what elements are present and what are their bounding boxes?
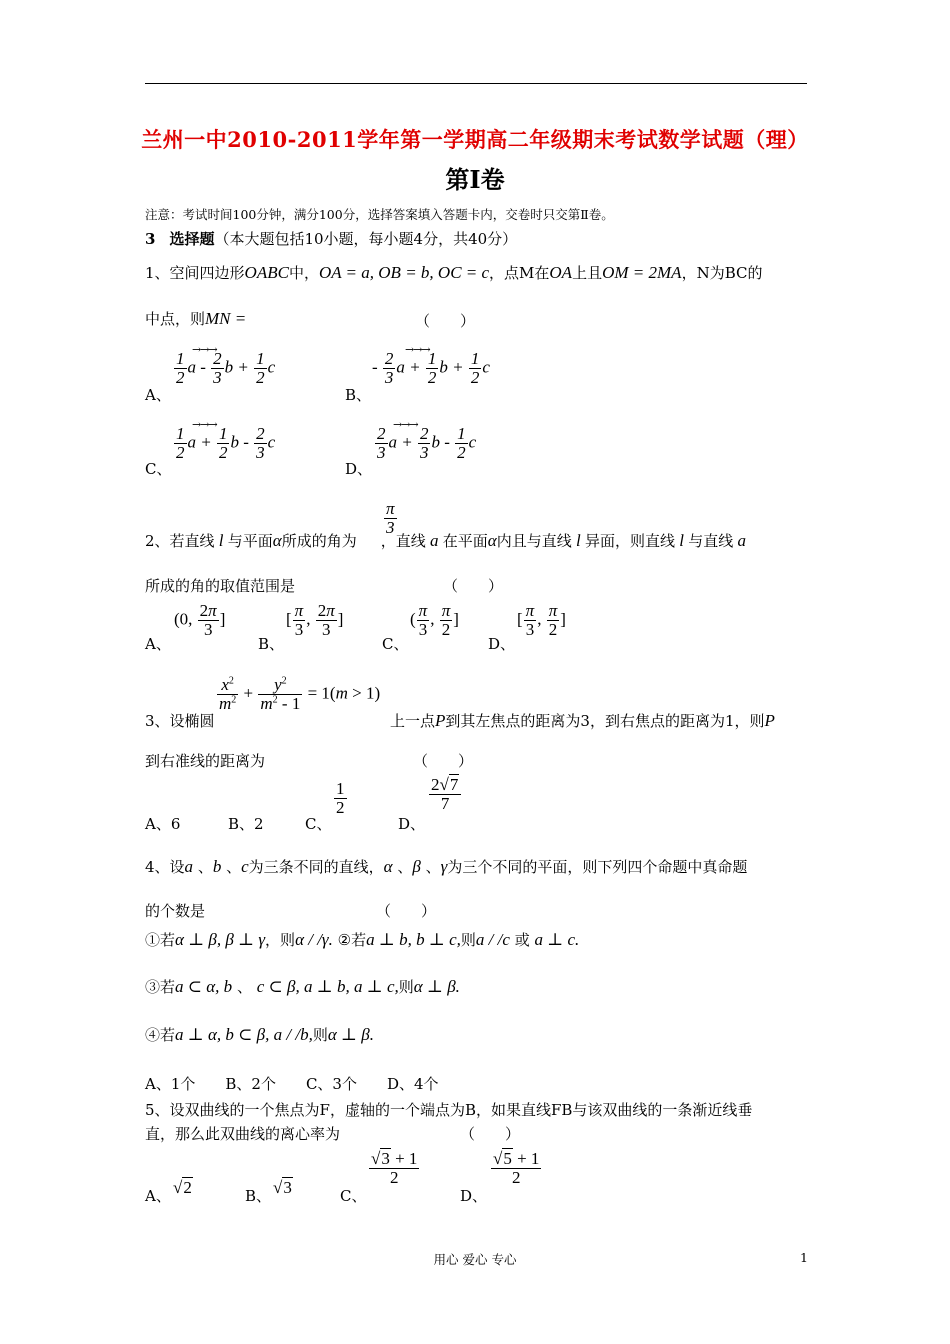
header-rule (145, 83, 807, 84)
exam-note: 注意：考试时间100分钟，满分100分，选择答案填入答题卡内，交卷时只交第Ⅱ卷。 (145, 207, 614, 222)
q2-line2: 所成的角的取值范围是 (145, 577, 296, 595)
q2-line1: 2、若直线 l 与平面α所成的角为 ，直线 a 在平面α内且与直线 l 异面，则直线 l 与直线 a (145, 531, 746, 550)
q3-answer-paren: （ ） (413, 752, 474, 770)
volume-title: 第Ⅰ卷 (445, 165, 505, 194)
q5-option-d: $\frac{√5 + 1}{2}$ (493, 1149, 540, 1187)
q3-option-a: A、6 (145, 815, 181, 833)
q5-option-b: √3 (273, 1178, 292, 1197)
q4-options: A、1个 B、2个 C、3个 D、4个 (145, 1075, 439, 1093)
q5-option-a-label: A、 (145, 1187, 171, 1205)
q4-line2: 的个数是 (145, 902, 206, 920)
q5-line1: 5、设双曲线的一个焦点为F，虚轴的一个端点为B，如果直线FB与该双曲线的一条渐近线垂 (145, 1101, 753, 1119)
q5-option-d-label: D、 (460, 1187, 488, 1205)
q1-option-c: $\frac{1}{2}$ a + $\frac{1}{2}$ b - $\frac{2}{3}$ c (176, 424, 276, 462)
q3-ellipse-equation: $\frac{x^2}{m^2}$ + $\frac{y^2}{m^2 - 1}$ = 1(m > 1) (219, 675, 381, 713)
exam-title: 兰州一中2010-2011学年第一学期高二年级期末考试数学试题（理） (141, 127, 809, 152)
q2-option-c-label: C、 (382, 635, 409, 653)
q4-answer-paren: （ ） (376, 902, 437, 920)
q4-proposition-4: ④若a ⊥ α, b ⊂ β, a / /b,则α ⊥ β. (145, 1025, 374, 1044)
q1-a-arrows: →→→ (192, 343, 217, 356)
q4-proposition-3: ③若a ⊂ α, b 、 c ⊂ β, a ⊥ b, a ⊥ c,则α ⊥ β. (145, 977, 460, 996)
section-title: 选择题 (169, 230, 215, 248)
q3-option-c-label: C、 (305, 815, 332, 833)
q1-c-arrows: →→→ (192, 418, 217, 431)
q2-option-d: [ $\frac{\pi}{3}$ , $\frac{\pi}{2}$ ] (517, 601, 566, 639)
page-number: 1 (800, 1250, 808, 1265)
section-desc: （本大题包括10小题，每小题4分，共40分） (214, 230, 518, 248)
q5-option-b-label: B、 (245, 1187, 272, 1205)
footer-motto: 用心 爱心 专心 (433, 1252, 517, 1267)
q1-option-d-label: D、 (345, 460, 373, 478)
q1-answer-paren: （ ） (415, 312, 476, 330)
q3-label: 3、设椭圆 (145, 712, 215, 730)
q2-option-d-label: D、 (488, 635, 516, 653)
q1-option-d: $\frac{2}{3}$ a + $\frac{2}{3}$ b - $\frac{1}{2}$ c (377, 424, 477, 462)
q1-option-a: $\frac{1}{2}$ a - $\frac{2}{3}$ b + $\frac{1}{2}$ c (176, 349, 276, 387)
q1-option-a-label: A、 (145, 386, 171, 404)
q2-option-a: (0, $\frac{2\pi}{3}$ ] (174, 601, 226, 639)
q3-line1-rest: 上一点P到其左焦点的距离为3，到右焦点的距离为1，则P (390, 711, 775, 730)
q4-line1: 4、设a 、b 、c为三条不同的直线，α 、β 、γ为三个不同的平面，则下列四个命题中真命题 (145, 857, 748, 876)
q5-line2: 直，那么此双曲线的离心率为 (145, 1125, 341, 1143)
q2-answer-paren: （ ） (443, 577, 504, 595)
q1-line1: 1、空间四边形OABC中，OA = a, OB = b, OC = c，点M在OA上且OM = 2MA，N为BC的 (145, 263, 763, 282)
q2-option-a-label: A、 (145, 635, 171, 653)
q1-vector-eq: OA = a, OB = b, OC = c (318, 263, 490, 282)
q2-option-b: [ $\frac{\pi}{3}$ , $\frac{2\pi}{3}$ ] (286, 601, 344, 639)
q3-option-d: $\frac{2√7}{7}$ (428, 776, 462, 813)
q1-option-c-label: C、 (145, 460, 172, 478)
q3-option-d-label: D、 (398, 815, 426, 833)
q4-proposition-1-2: ①若α ⊥ β, β ⊥ γ，则α / /γ. ②若a ⊥ b, b ⊥ c,则a / /c 或 a ⊥ c. (145, 930, 580, 949)
q1-b-arrows: →→→ (405, 343, 430, 356)
q1-option-b-label: B、 (345, 386, 372, 404)
section-heading (145, 228, 517, 249)
q1-option-b: - $\frac{2}{3}$ a + $\frac{1}{2}$ b + $\frac{1}{2}$ c (372, 349, 490, 387)
q5-option-c: $\frac{√3 + 1}{2}$ (371, 1149, 418, 1187)
q3-option-c: $\frac{1}{2}$ (336, 779, 345, 817)
q5-option-a: √2 (173, 1178, 192, 1197)
q2-option-b-label: B、 (258, 635, 285, 653)
q5-option-c-label: C、 (340, 1187, 367, 1205)
q5-answer-paren: （ ） (460, 1125, 521, 1143)
q2-angle-fraction: $\frac{\pi}{3}$ (386, 499, 395, 537)
q2-option-c: ( $\frac{\pi}{3}$ , $\frac{\pi}{2}$ ] (410, 601, 459, 639)
q3-option-b: B、2 (228, 815, 264, 833)
q1-condition: OM = 2MA (602, 263, 682, 282)
section-number: 3 (145, 230, 156, 248)
q1-mn: MN = (205, 309, 247, 328)
q1-line2: 中点，则MN = (145, 309, 247, 328)
q3-line2: 到右准线的距离为 (145, 752, 266, 770)
q1-d-arrows: →→→ (393, 418, 418, 431)
